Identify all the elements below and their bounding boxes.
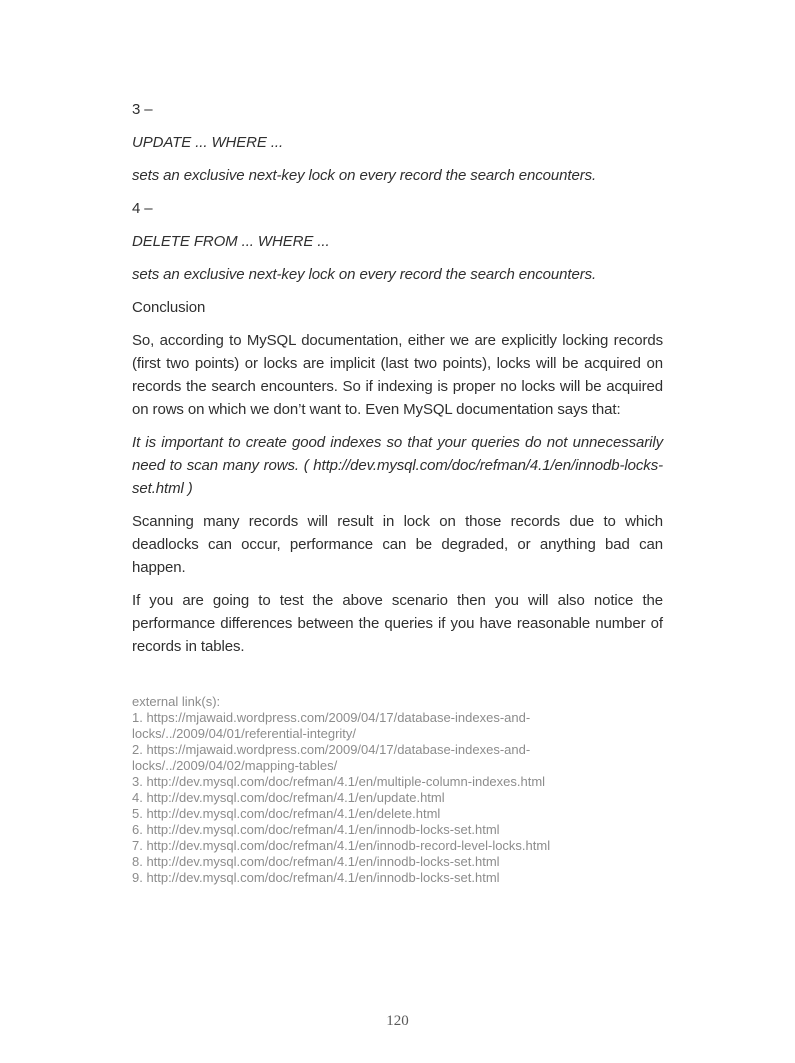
external-link-5[interactable]: 5. http://dev.mysql.com/doc/refman/4.1/en/delete.html: [132, 806, 441, 821]
conclusion-heading: Conclusion: [132, 299, 206, 316]
conclusion-paragraph-2: Scanning many records will result in lock on those records due to which deadlocks can occur, performance can be degraded, or anything bad can happen.: [132, 513, 663, 576]
conclusion-paragraph-1: So, according to MySQL documentation, either we are explicitly locking records (first two points) or locks are implicit (last two points), locks will be acquired on records the search encounters. So if indexing is proper no locks will be acquired on rows on which we don’t want to. Even MySQL documentation says that:: [132, 332, 663, 418]
item3-query-text: UPDATE ... WHERE ...: [132, 134, 284, 151]
external-links-heading: external link(s):: [132, 694, 221, 709]
external-link-3[interactable]: 3. http://dev.mysql.com/doc/refman/4.1/en/multiple-column-indexes.html: [132, 774, 546, 789]
list-item-4-marker: 4 –: [132, 200, 153, 217]
documentation-quote: It is important to create good indexes so that your queries do not unnecessarily need to scan many rows. ( http://dev.mysql.com/doc/refman/4.1/en/innodb-locks-set.html ): [132, 434, 663, 497]
external-link-6[interactable]: 6. http://dev.mysql.com/doc/refman/4.1/en/innodb-locks-set.html: [132, 822, 500, 837]
item3-description: sets an exclusive next-key lock on every record the search encounters.: [132, 167, 597, 184]
page-number: 120: [386, 1013, 409, 1029]
external-links-section: [132, 694, 663, 886]
external-link-9[interactable]: 9. http://dev.mysql.com/doc/refman/4.1/en/innodb-locks-set.html: [132, 870, 500, 885]
external-link-4[interactable]: 4. http://dev.mysql.com/doc/refman/4.1/en/update.html: [132, 790, 445, 805]
item4-query-text: DELETE FROM ... WHERE ...: [132, 233, 330, 250]
external-link-2[interactable]: 2. https://mjawaid.wordpress.com/2009/04/17/database-indexes-and-locks/../2009/04/02/mapping-tables/: [132, 742, 531, 773]
item4-description: sets an exclusive next-key lock on every record the search encounters.: [132, 266, 597, 283]
external-link-7[interactable]: 7. http://dev.mysql.com/doc/refman/4.1/en/innodb-record-level-locks.html: [132, 838, 551, 853]
page-content: [132, 98, 663, 886]
external-link-1[interactable]: 1. https://mjawaid.wordpress.com/2009/04/17/database-indexes-and-locks/../2009/04/01/referential-integrity/: [132, 710, 531, 741]
list-item-3-marker: 3 –: [132, 101, 153, 118]
external-link-8[interactable]: 8. http://dev.mysql.com/doc/refman/4.1/en/innodb-locks-set.html: [132, 854, 500, 869]
conclusion-paragraph-3: If you are going to test the above scenario then you will also notice the performance differences between the queries if you have reasonable number of records in tables.: [132, 592, 663, 655]
